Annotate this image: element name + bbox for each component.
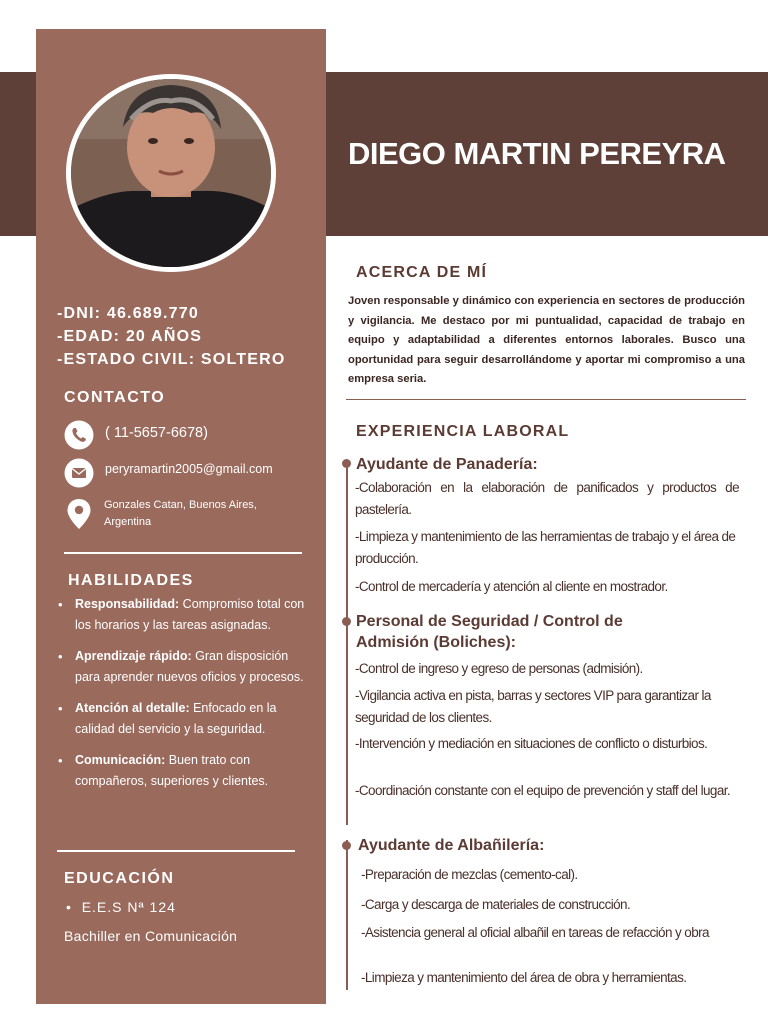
- job-bullet: -Asistencia general al oficial albañil en tareas de refacción y obra: [361, 925, 709, 940]
- job-bullet: -Preparación de mezclas (cemento-cal).: [361, 867, 578, 882]
- address-line2: Argentina: [104, 516, 152, 528]
- location-pin-icon: [66, 498, 92, 530]
- skill-item: • Atención al detalle: Enfocado en la calidad del servicio y la seguridad.: [58, 698, 308, 740]
- full-name: DIEGO MARTIN PEREYRA: [348, 136, 726, 171]
- job-title-seguridad-line2: Admisión (Boliches):: [356, 634, 517, 651]
- address-line1: Gonzales Catan, Buenos Aires,: [104, 499, 257, 511]
- job-bullet: -Vigilancia activa en pista, barras y sectores VIP para garantizar la seguridad de los clientes.: [355, 688, 711, 725]
- sidebar-divider-2: [57, 850, 295, 852]
- skill-item: • Responsabilidad: Compromiso total con los horarios y las tareas asignadas.: [58, 594, 308, 636]
- skill-item: • Aprendizaje rápido: Gran disposición para aprender nuevos oficios y procesos.: [58, 646, 308, 688]
- acerca-heading: ACERCA DE MÍ: [356, 264, 488, 281]
- email-text: peryramartin2005@gmail.com: [105, 462, 273, 476]
- edad-text: -EDAD: 20 AÑOS: [57, 328, 203, 345]
- school-item: • E.E.S Nª 124: [66, 899, 176, 915]
- job-bullet: -Limpieza y mantenimiento del área de obra y herramientas.: [361, 970, 687, 985]
- phone-icon: [64, 420, 94, 450]
- dni-text: -DNI: 46.689.770: [57, 305, 199, 322]
- profile-photo: [66, 74, 276, 272]
- job-bullet: -Coordinación constante con el equipo de prevención y staff del lugar.: [355, 783, 731, 798]
- job-bullet: -Colaboración en la elaboración de panificados y productos de pastelería.: [355, 480, 739, 517]
- job-title-panaderia: Ayudante de Panadería:: [356, 456, 538, 473]
- job-title-albanileria: Ayudante de Albañilería:: [358, 837, 545, 854]
- contacto-heading: CONTACTO: [64, 389, 166, 406]
- email-icon: [64, 458, 94, 488]
- job-bullet: -Control de mercadería y atención al cliente en mostrador.: [355, 579, 668, 594]
- skill-item: • Comunicación: Buen trato con compañeros, superiores y clientes.: [58, 750, 308, 792]
- estado-civil-text: -ESTADO CIVIL: SOLTERO: [57, 351, 286, 368]
- job-bullet: -Carga y descarga de materiales de construcción.: [361, 897, 631, 912]
- skills-list: [58, 594, 308, 802]
- about-text: Joven responsable y dinámico con experiencia en sectores de producción y vigilancia. Me destaco por mi puntualidad, capacidad de trabajo en equipo y adaptabilidad a diferentes entornos laborales. Busco una oportunidad para seguir desarrollándome y aportar mi compromiso a una empresa seria.: [348, 295, 745, 385]
- job-bullet: -Limpieza y mantenimiento de las herramientas de trabajo y el área de producción.: [355, 529, 736, 566]
- about-divider: [346, 399, 746, 400]
- habilidades-heading: HABILIDADES: [68, 572, 194, 589]
- timeline-dot: [342, 617, 351, 626]
- experiencia-heading: EXPERIENCIA LABORAL: [356, 423, 570, 440]
- job-bullet: -Control de ingreso y egreso de personas (admisión).: [355, 661, 643, 676]
- educacion-heading: EDUCACIÓN: [64, 870, 175, 887]
- job-title-seguridad-line1: Personal de Seguridad / Control de: [356, 613, 623, 630]
- person-portrait-icon: [71, 79, 271, 267]
- timeline-dot: [342, 459, 351, 468]
- timeline-line: [346, 840, 348, 990]
- phone-text: ( 11-5657-6678): [105, 425, 208, 441]
- sidebar-divider-1: [64, 552, 302, 554]
- job-bullet: -Intervención y mediación en situaciones de conflicto o disturbios.: [355, 736, 708, 751]
- timeline-line: [346, 460, 348, 825]
- degree-text: Bachiller en Comunicación: [64, 928, 238, 944]
- timeline-dot: [342, 841, 351, 850]
